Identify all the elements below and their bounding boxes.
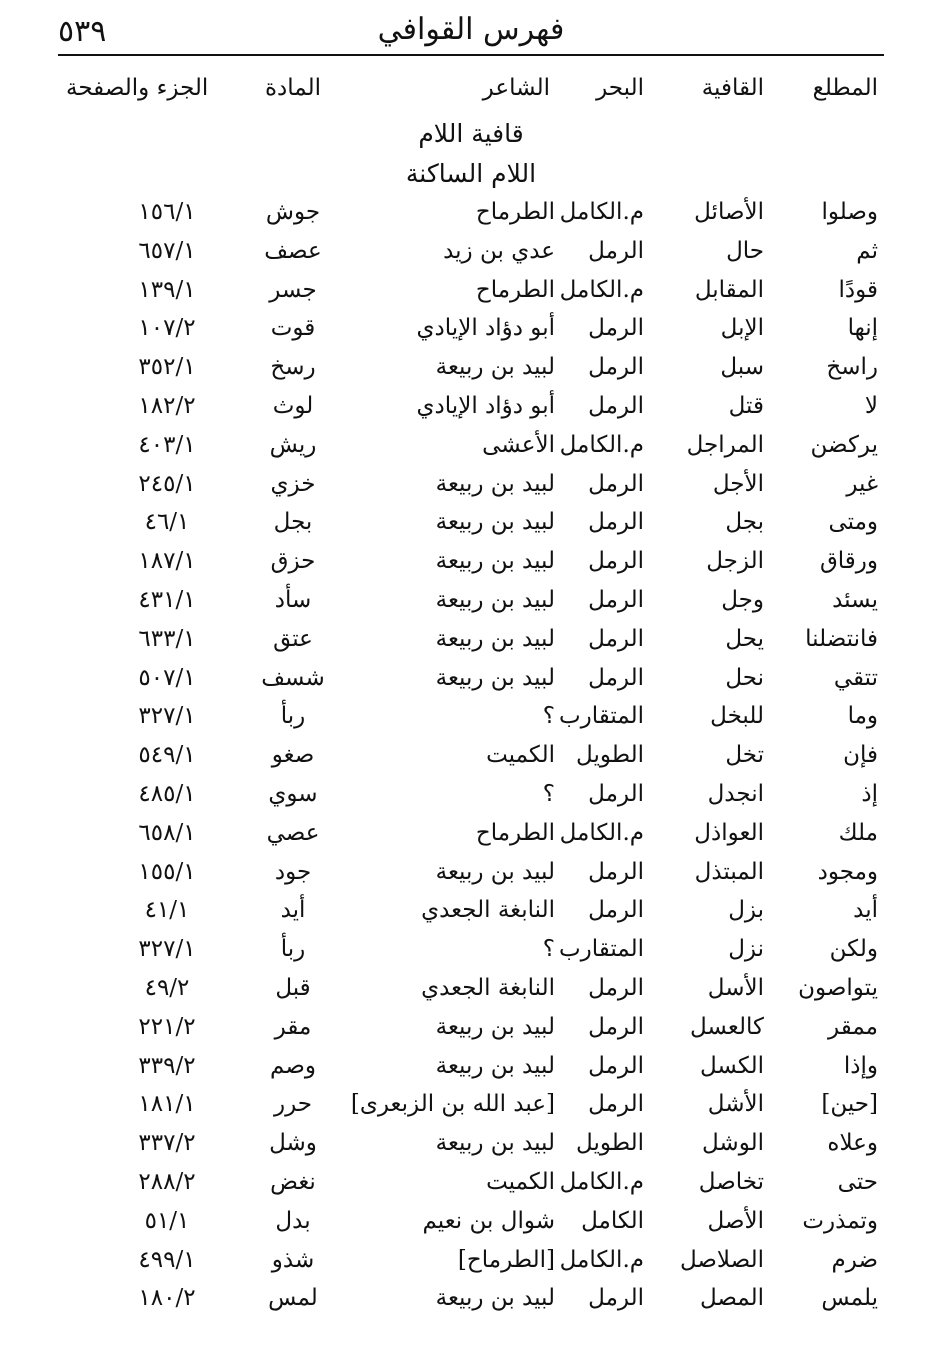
cell-juz: ١٨٧/١ (138, 548, 196, 575)
cell-bahr: الرمل (588, 354, 644, 381)
cell-shaer: لبيد بن ربيعة (435, 1285, 555, 1312)
cell-bahr: م.الكامل (559, 1168, 644, 1195)
cell-qafiya: المراجل (686, 431, 764, 458)
cell-bahr: الرمل (588, 509, 644, 536)
cell-qafiya: الكسل (699, 1052, 764, 1079)
cell-qafiya: الوشل (702, 1130, 764, 1157)
table-row (0, 697, 942, 736)
cell-juz: ٣٢٧/١ (138, 936, 196, 963)
cell-matla: لا (864, 392, 878, 419)
cell-matla: إنها (847, 315, 878, 342)
cell-madda: رسخ (270, 354, 316, 381)
header-bahr: البحر (596, 75, 644, 101)
cell-matla: ورقاق (819, 548, 878, 575)
cell-madda: عصف (264, 237, 322, 264)
cell-madda: أيد (280, 897, 306, 924)
cell-matla: وإذا (843, 1052, 878, 1079)
table-row (0, 775, 942, 814)
table-row (0, 581, 942, 620)
cell-bahr: الكامل (581, 1207, 644, 1234)
table-row (0, 193, 942, 232)
cell-madda: صغو (271, 742, 315, 769)
cell-qafiya: نزل (728, 936, 764, 963)
cell-juz: ٣٥٢/١ (138, 354, 196, 381)
cell-matla: يسئد (832, 586, 878, 613)
cell-shaer: عدي بن زيد (443, 237, 555, 264)
cell-juz: ١٨١/١ (138, 1091, 196, 1118)
cell-qafiya: الأصل (707, 1207, 764, 1234)
cell-bahr: الرمل (588, 392, 644, 419)
cell-qafiya: وجل (721, 586, 764, 613)
table-row (0, 1202, 942, 1241)
cell-matla: ملك (838, 819, 878, 846)
cell-matla: وصلوا (821, 199, 878, 225)
cell-matla: ثم (856, 237, 878, 264)
table-row (0, 1085, 942, 1124)
table-row (0, 232, 942, 271)
table-row (0, 1279, 942, 1318)
cell-shaer: لبيد بن ربيعة (435, 1130, 555, 1157)
cell-qafiya: العواذل (694, 819, 764, 846)
cell-madda: جسر (269, 276, 317, 303)
cell-madda: قبل (275, 974, 311, 1001)
cell-shaer: الطرماح (475, 276, 555, 303)
table-row (0, 659, 942, 698)
cell-qafiya: الإبل (720, 315, 764, 342)
cell-matla: ومجود (817, 858, 878, 885)
cell-shaer: لبيد بن ربيعة (435, 1013, 555, 1040)
cell-qafiya: كالعسل (690, 1013, 764, 1040)
cell-madda: وصم (270, 1052, 316, 1079)
table-row (0, 348, 942, 387)
cell-juz: ٢٤٥/١ (138, 470, 196, 497)
column-headers (0, 68, 942, 108)
table-row (0, 503, 942, 542)
cell-juz: ٤٩/٢ (144, 974, 190, 1001)
cell-matla: وعلاه (827, 1130, 878, 1157)
cell-bahr: الطويل (576, 1130, 644, 1157)
table-row (0, 620, 942, 659)
cell-qafiya: يحل (725, 625, 764, 652)
cell-madda: عصي (266, 819, 320, 846)
cell-shaer: [عبد الله بن الزبعرى] (350, 1091, 555, 1118)
cell-shaer: ؟ (542, 780, 555, 807)
cell-matla: قودًا (838, 276, 878, 303)
cell-madda: سوي (268, 780, 318, 807)
cell-madda: عتق (273, 625, 313, 652)
cell-shaer: الكميت (486, 742, 555, 769)
cell-qafiya: الصلاصل (679, 1246, 764, 1273)
table-row (0, 736, 942, 775)
cell-juz: ١٣٩/١ (138, 276, 196, 303)
cell-madda: لمس (268, 1285, 318, 1312)
cell-shaer: لبيد بن ربيعة (435, 625, 555, 652)
cell-qafiya: الأسل (707, 974, 764, 1001)
cell-shaer: الكميت (486, 1168, 555, 1195)
cell-qafiya: بجل (725, 509, 764, 536)
cell-matla: فانتضلنا (805, 625, 878, 652)
cell-shaer: أبو دؤاد الإيادي (416, 392, 555, 419)
cell-juz: ٤٨٥/١ (138, 780, 196, 807)
cell-bahr: م.الكامل (559, 819, 644, 846)
cell-shaer: ؟ (542, 703, 555, 730)
cell-bahr: المتقارب (558, 936, 644, 963)
cell-juz: ٢٢١/٢ (138, 1013, 196, 1040)
cell-juz: ٤٣١/١ (138, 586, 196, 613)
cell-juz: ١٥٦/١ (138, 199, 196, 225)
subsection-title: اللام الساكنة (405, 159, 537, 188)
cell-matla: [حين] (821, 1091, 878, 1118)
cell-bahr: الرمل (588, 664, 644, 691)
cell-madda: جوش (265, 199, 321, 225)
cell-shaer: الطرماح (475, 199, 555, 225)
running-title: فهرس القوافي (377, 12, 565, 47)
cell-bahr: م.الكامل (559, 431, 644, 458)
cell-shaer: شوال بن نعيم (422, 1207, 555, 1234)
table-row (0, 814, 942, 853)
header-shaer: الشاعر (482, 75, 550, 101)
cell-qafiya: بزل (728, 897, 764, 924)
table-row (0, 426, 942, 465)
cell-shaer: النابغة الجعدي (421, 974, 555, 1001)
table-row (0, 969, 942, 1008)
cell-shaer: لبيد بن ربيعة (435, 1052, 555, 1079)
cell-qafiya: تخل (725, 742, 764, 769)
cell-shaer: النابغة الجعدي (421, 897, 555, 924)
cell-juz: ٢٨٨/٢ (138, 1168, 196, 1195)
table-row (0, 1047, 942, 1086)
cell-bahr: الرمل (588, 1285, 644, 1312)
table-row (0, 271, 942, 310)
section-title: قافية اللام (418, 119, 524, 148)
cell-matla: غير (846, 470, 878, 497)
cell-matla: حتى (837, 1168, 878, 1195)
cell-bahr: الرمل (588, 1052, 644, 1079)
cell-madda: ربأ (280, 703, 306, 730)
cell-bahr: الرمل (588, 315, 644, 342)
cell-juz: ٦٥٧/١ (138, 237, 196, 264)
cell-shaer: لبيد بن ربيعة (435, 470, 555, 497)
cell-matla: يركضن (810, 431, 878, 458)
cell-qafiya: المبتذل (694, 858, 764, 885)
cell-qafiya: سبل (720, 354, 764, 381)
cell-juz: ٤١/١ (144, 897, 190, 924)
table-row (0, 387, 942, 426)
cell-qafiya: الأشل (707, 1091, 764, 1118)
cell-qafiya: انجدل (707, 780, 764, 807)
cell-matla: وتمذرت (802, 1207, 878, 1234)
cell-bahr: الرمل (588, 780, 644, 807)
cell-bahr: الرمل (588, 974, 644, 1001)
cell-juz: ١٥٥/١ (138, 858, 196, 885)
cell-bahr: الرمل (588, 897, 644, 924)
cell-madda: لوث (272, 392, 314, 419)
header-matla: المطلع (812, 75, 878, 101)
cell-madda: وشل (269, 1130, 317, 1157)
cell-madda: قوت (270, 315, 316, 342)
cell-bahr: الرمل (588, 858, 644, 885)
cell-madda: شذو (271, 1246, 315, 1273)
cell-bahr: م.الكامل (559, 199, 644, 225)
cell-madda: مقر (274, 1013, 312, 1040)
table-row (0, 309, 942, 348)
header-rule (58, 54, 884, 56)
cell-shaer: أبو دؤاد الإيادي (416, 315, 555, 342)
cell-madda: حرر (273, 1091, 312, 1118)
cell-qafiya: الأصائل (694, 199, 764, 225)
cell-bahr: الرمل (588, 625, 644, 652)
cell-qafiya: قتل (728, 392, 764, 419)
cell-matla: راسخ (826, 354, 878, 381)
cell-bahr: م.الكامل (559, 1246, 644, 1273)
cell-qafiya: المصل (699, 1285, 764, 1312)
cell-madda: ريش (269, 431, 317, 458)
cell-madda: جود (274, 858, 312, 885)
table-row (0, 891, 942, 930)
cell-bahr: الرمل (588, 1091, 644, 1118)
cell-matla: ومتى (828, 509, 878, 536)
cell-shaer: لبيد بن ربيعة (435, 548, 555, 575)
cell-qafiya: حال (726, 237, 764, 264)
table-row (0, 1241, 942, 1280)
cell-madda: شسف (261, 664, 325, 691)
table-row (0, 1008, 942, 1047)
table-row (0, 542, 942, 581)
cell-juz: ٣٣٧/٢ (138, 1130, 196, 1157)
cell-madda: بدل (275, 1207, 311, 1234)
index-table (0, 193, 942, 1318)
cell-matla: ضرم (831, 1246, 878, 1273)
table-row (0, 465, 942, 504)
cell-qafiya: الأجل (712, 470, 764, 497)
cell-shaer: [الطرماح] (457, 1246, 555, 1273)
cell-juz: ١٨٢/٢ (138, 392, 196, 419)
cell-bahr: الرمل (588, 470, 644, 497)
cell-juz: ٦٣٣/١ (138, 625, 196, 652)
cell-bahr: المتقارب (558, 703, 644, 730)
cell-matla: يلمس (821, 1285, 878, 1312)
cell-madda: بجل (273, 509, 313, 536)
cell-matla: ممقر (828, 1013, 878, 1040)
page-number: ٥٣٩ (58, 14, 107, 49)
table-row (0, 1163, 942, 1202)
cell-juz: ٥٤٩/١ (138, 742, 196, 769)
cell-qafiya: الزجل (706, 548, 764, 575)
cell-juz: ٤٠٣/١ (138, 431, 196, 458)
cell-matla: إذ (861, 780, 878, 807)
cell-bahr: الرمل (588, 237, 644, 264)
table-row (0, 930, 942, 969)
cell-juz: ٣٣٩/٢ (138, 1052, 196, 1079)
cell-juz: ٥١/١ (144, 1207, 190, 1234)
cell-shaer: لبيد بن ربيعة (435, 354, 555, 381)
cell-matla: أيد (853, 897, 878, 924)
table-row (0, 1124, 942, 1163)
cell-madda: نغض (270, 1168, 316, 1195)
cell-juz: ٤٩٩/١ (138, 1246, 196, 1273)
header-juz: الجزء والصفحة (66, 75, 209, 101)
cell-matla: فإن (843, 742, 878, 769)
cell-madda: حزق (270, 548, 316, 575)
cell-shaer: لبيد بن ربيعة (435, 586, 555, 613)
cell-bahr: الرمل (588, 586, 644, 613)
cell-juz: ١٠٧/٢ (138, 315, 196, 342)
cell-madda: سأد (274, 586, 312, 613)
header-madda: المادة (265, 75, 321, 101)
cell-shaer: لبيد بن ربيعة (435, 858, 555, 885)
cell-bahr: الطويل (576, 742, 644, 769)
table-row (0, 853, 942, 892)
cell-shaer: ؟ (542, 936, 555, 963)
cell-qafiya: نحل (725, 664, 764, 691)
cell-qafiya: المقابل (694, 276, 764, 303)
cell-juz: ٣٢٧/١ (138, 703, 196, 730)
cell-qafiya: تخاصل (698, 1168, 764, 1195)
cell-juz: ٦٥٨/١ (138, 819, 196, 846)
cell-shaer: لبيد بن ربيعة (435, 664, 555, 691)
cell-madda: ربأ (280, 936, 306, 963)
cell-juz: ٤٦/١ (144, 509, 190, 536)
cell-qafiya: للبخل (710, 703, 764, 730)
cell-bahr: م.الكامل (559, 276, 644, 303)
cell-bahr: الرمل (588, 1013, 644, 1040)
cell-shaer: الطرماح (475, 819, 555, 846)
cell-bahr: الرمل (588, 548, 644, 575)
cell-matla: يتواصون (798, 974, 878, 1001)
cell-matla: ولكن (829, 936, 878, 963)
cell-shaer: الأعشى (482, 431, 555, 458)
cell-matla: تتقي (833, 664, 878, 691)
header-qafiya: القافية (701, 75, 764, 101)
cell-shaer: لبيد بن ربيعة (435, 509, 555, 536)
cell-juz: ١٨٠/٢ (138, 1285, 196, 1312)
cell-matla: وما (847, 703, 878, 730)
cell-juz: ٥٠٧/١ (138, 664, 196, 691)
cell-madda: خزي (270, 470, 316, 497)
